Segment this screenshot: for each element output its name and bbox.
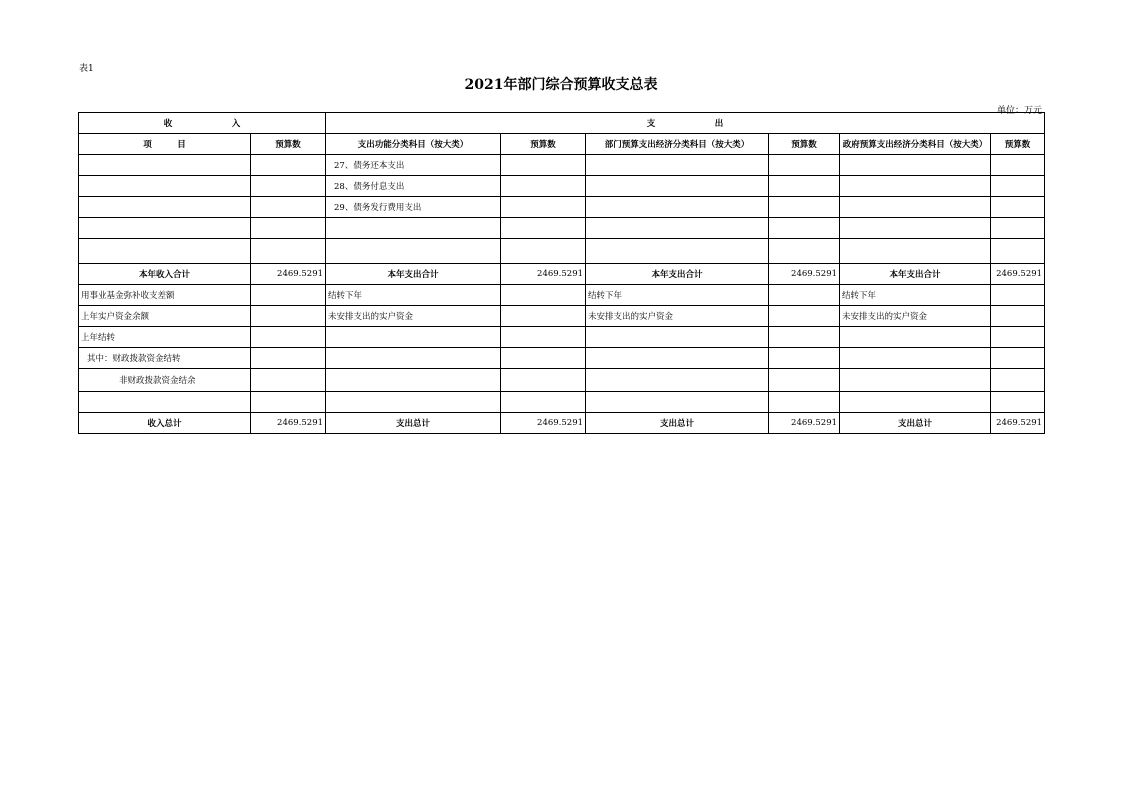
func-item-28: 28、债务付息支出 xyxy=(326,176,501,197)
year-income-total-value: 2469.5291 xyxy=(251,264,326,285)
year-total-row xyxy=(79,264,1045,285)
table-row xyxy=(79,392,1045,413)
col-budget-header: 预算数 xyxy=(991,134,1045,155)
col-item-header: 项 目 xyxy=(79,134,251,155)
table-row xyxy=(79,239,1045,264)
unarranged-label: 未安排支出的实户资金 xyxy=(840,306,991,327)
expense-grand-total-value: 2469.5291 xyxy=(501,413,586,434)
table-row xyxy=(79,218,1045,239)
non-fiscal-label: 非财政拨款资金结余 xyxy=(79,369,251,392)
income-grand-total-value: 2469.5291 xyxy=(251,413,326,434)
func-item-29: 29、债务发行费用支出 xyxy=(326,197,501,218)
fiscal-carry-label: 其中：财政拨款资金结转 xyxy=(79,348,251,369)
expense-header: 支 出 xyxy=(326,113,1045,134)
carry-next-label: 结转下年 xyxy=(840,285,991,306)
table-row xyxy=(79,176,1045,197)
year-expense-total-value: 2469.5291 xyxy=(991,264,1045,285)
expense-grand-total-label: 支出总计 xyxy=(586,413,769,434)
col-budget-header: 预算数 xyxy=(251,134,326,155)
col-budget-header: 预算数 xyxy=(769,134,840,155)
carry-next-label: 结转下年 xyxy=(586,285,769,306)
year-expense-total-value: 2469.5291 xyxy=(501,264,586,285)
fund-diff-label: 用事业基金弥补收支差额 xyxy=(79,285,251,306)
last-year-carry-label: 上年结转 xyxy=(79,327,251,348)
last-year-balance-label: 上年实户资金余额 xyxy=(79,306,251,327)
carry-next-label: 结转下年 xyxy=(326,285,501,306)
table-row xyxy=(79,155,1045,176)
header-row-2 xyxy=(79,134,1045,155)
unarranged-label: 未安排支出的实户资金 xyxy=(586,306,769,327)
table-row xyxy=(79,197,1045,218)
unit-label: 单位：万元 xyxy=(996,106,1042,116)
col-dept-econ-header: 部门预算支出经济分类科目（按大类） xyxy=(586,134,769,155)
income-grand-total-label: 收入总计 xyxy=(79,413,251,434)
year-expense-total-label: 本年支出合计 xyxy=(840,264,991,285)
year-expense-total-label: 本年支出合计 xyxy=(586,264,769,285)
budget-table xyxy=(78,112,1045,434)
col-budget-header: 预算数 xyxy=(501,134,586,155)
col-func-header: 支出功能分类科目（按大类） xyxy=(326,134,501,155)
page-title: 2021年部门综合预算收支总表 xyxy=(464,77,658,93)
table-row xyxy=(79,348,1045,369)
unarranged-label: 未安排支出的实户资金 xyxy=(326,306,501,327)
table-row xyxy=(79,369,1045,392)
table-row xyxy=(79,285,1045,306)
year-expense-total-value: 2469.5291 xyxy=(769,264,840,285)
grand-total-row xyxy=(79,413,1045,434)
col-gov-econ-header: 政府预算支出经济分类科目（按大类） xyxy=(840,134,991,155)
table-number: 表1 xyxy=(79,64,94,74)
table-row xyxy=(79,306,1045,327)
income-header: 收 入 xyxy=(79,113,326,134)
year-expense-total-label: 本年支出合计 xyxy=(326,264,501,285)
func-item-27: 27、债务还本支出 xyxy=(326,155,501,176)
expense-grand-total-value: 2469.5291 xyxy=(991,413,1045,434)
expense-grand-total-label: 支出总计 xyxy=(840,413,991,434)
table-row xyxy=(79,327,1045,348)
expense-grand-total-value: 2469.5291 xyxy=(769,413,840,434)
expense-grand-total-label: 支出总计 xyxy=(326,413,501,434)
header-row-1 xyxy=(79,113,1045,134)
year-income-total-label: 本年收入合计 xyxy=(79,264,251,285)
